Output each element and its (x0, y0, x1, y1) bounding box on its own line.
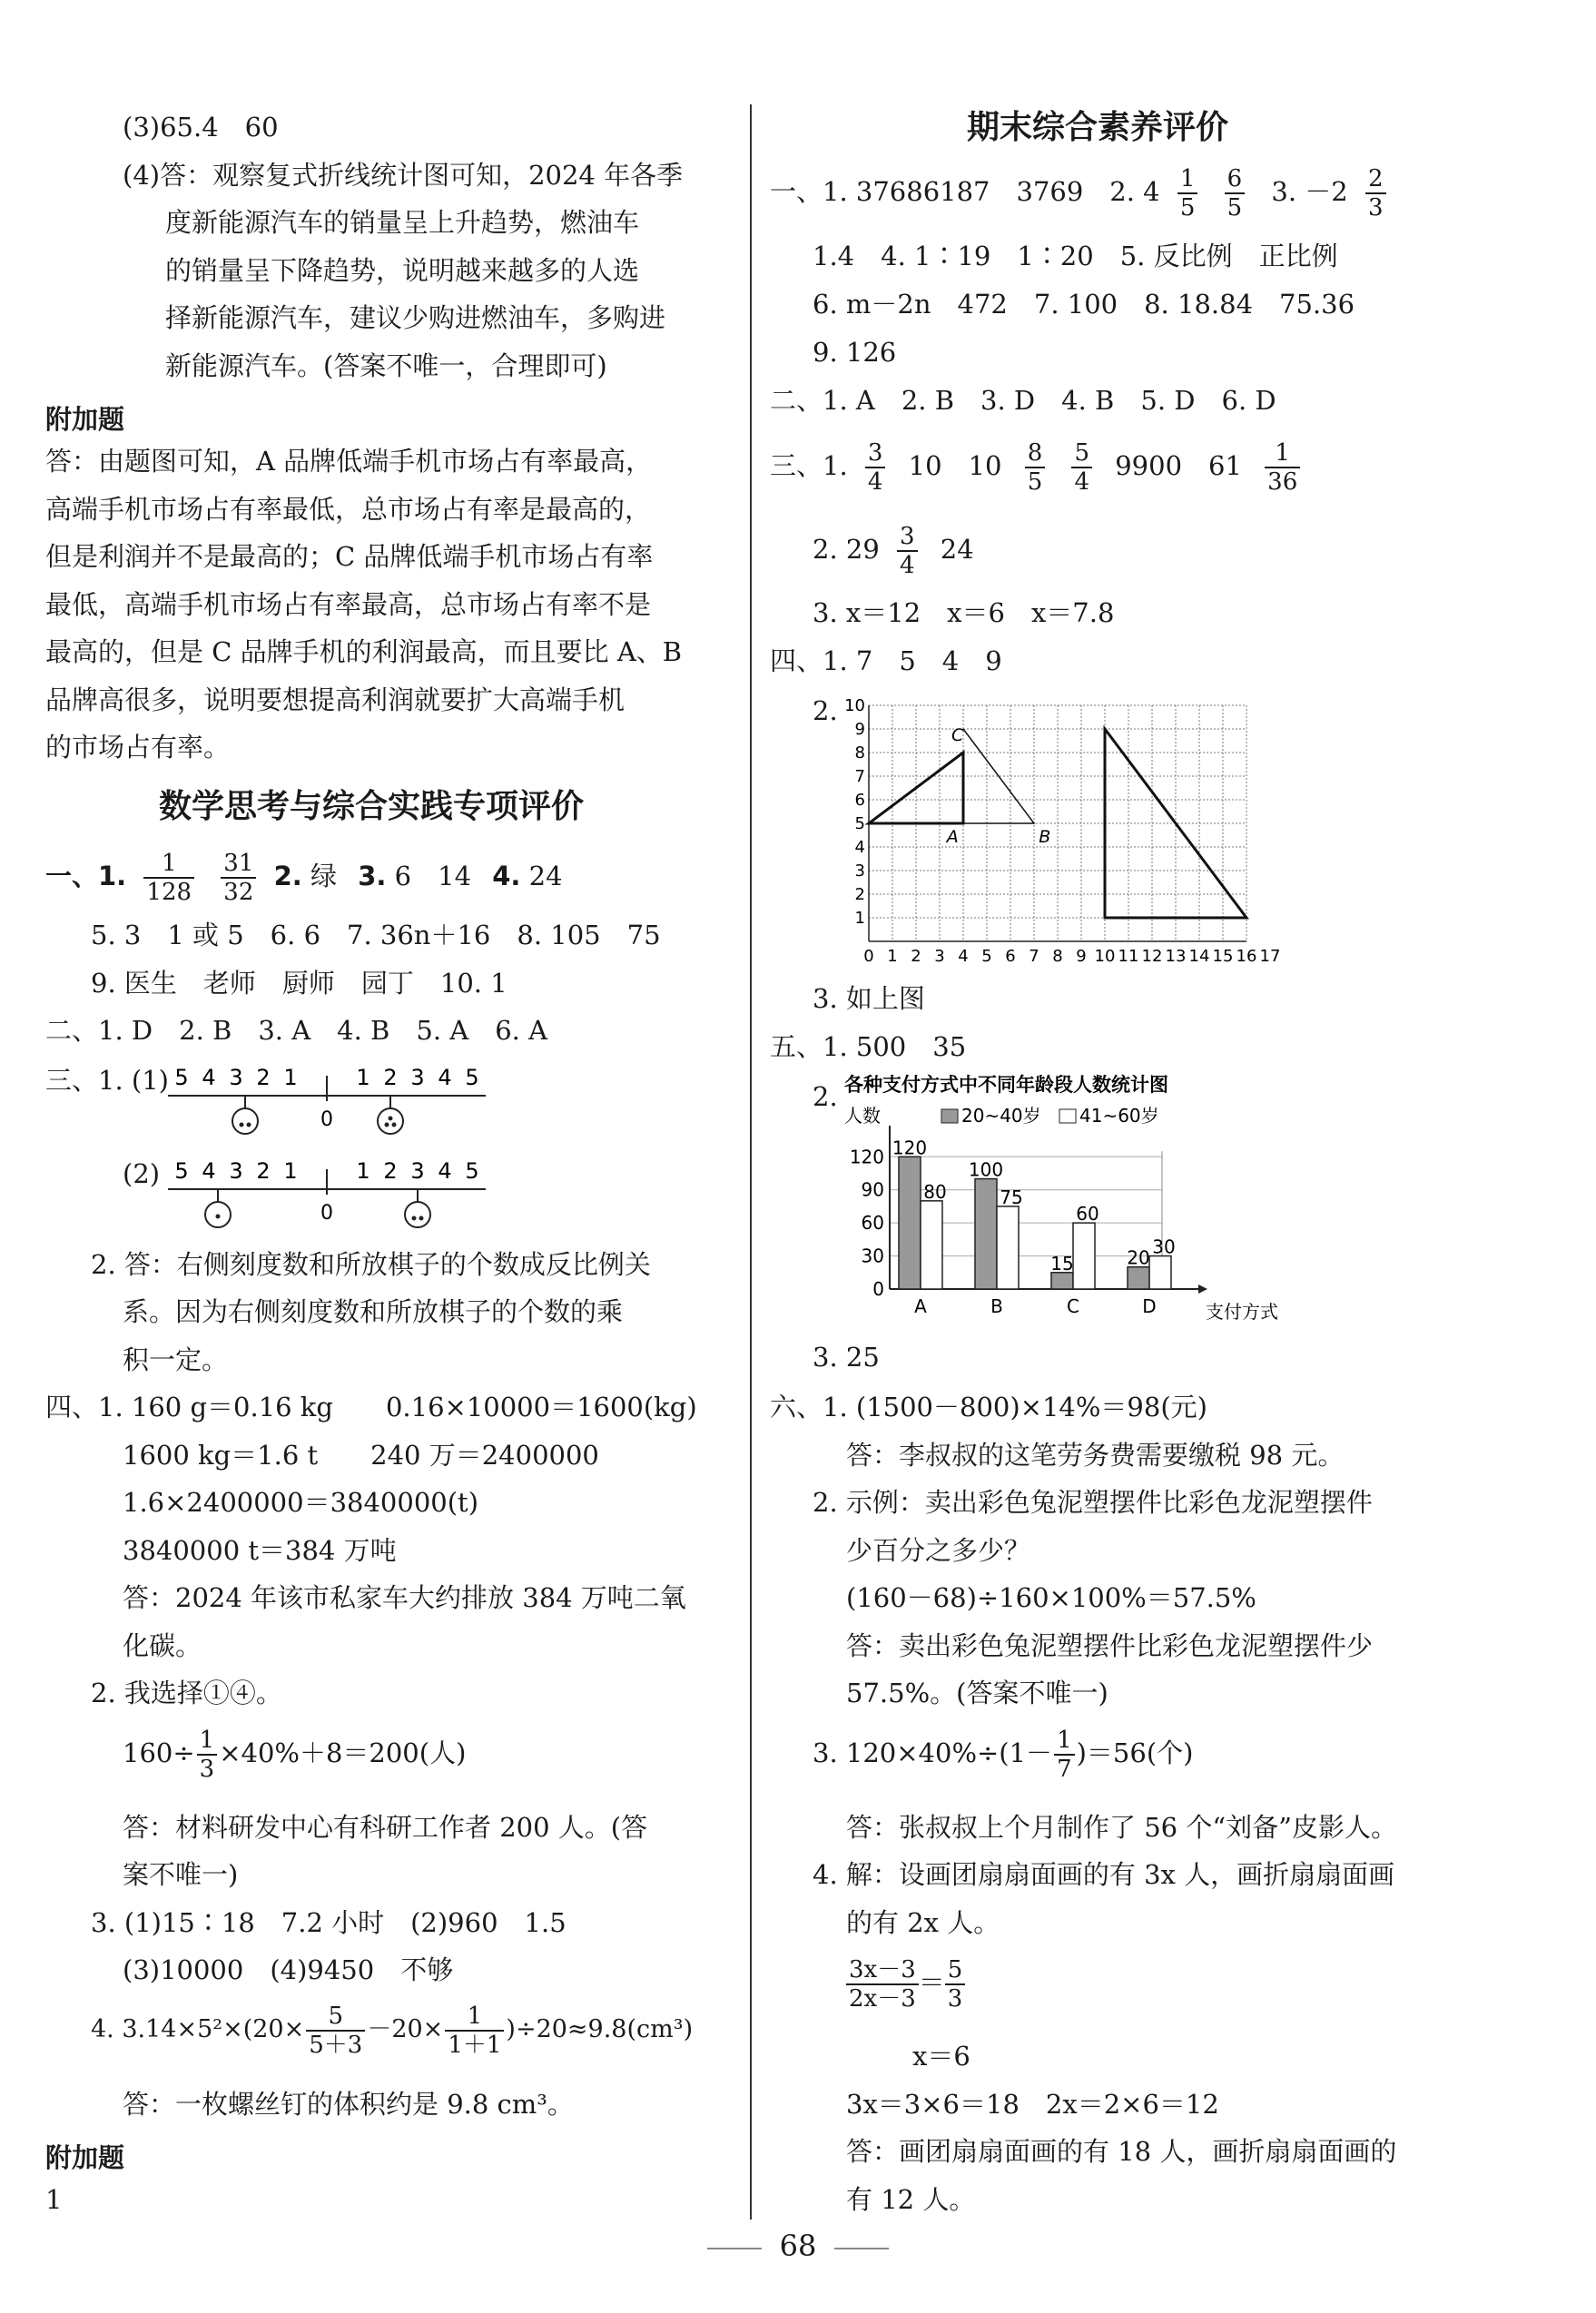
svg-text:1: 1 (356, 1065, 370, 1090)
x-tick-label: 4 (958, 947, 969, 966)
text-line: 3. 如上图 (813, 983, 925, 1014)
fraction: $\frac{1}{7}$ (1054, 1727, 1075, 1783)
bar-20-40 (899, 1156, 921, 1289)
point-label-b: B (1039, 826, 1051, 847)
question-number: 2. (273, 861, 302, 891)
y-tick-label: 9 (854, 720, 865, 739)
text-line: 答：材料研发中心有科研工作者 200 人。(答 (123, 1812, 648, 1843)
fraction: $\frac{6}{5}$ (1225, 165, 1246, 221)
svg-text:3: 3 (229, 1065, 243, 1090)
x-tick-label: 11 (1118, 947, 1139, 966)
legend-label: 20~40岁 (961, 1105, 1041, 1127)
svg-text:3: 3 (410, 1158, 425, 1184)
text-line: 四、1. 160 g＝0.16 kg 0.16×10000＝1600(kg) (45, 1392, 697, 1422)
text-line: 9. 医生 老师 厨师 园丁 10. 1 (91, 968, 507, 999)
text-line: 3. (1)15∶18 7.2 小时 (2)960 1.5 (91, 1907, 566, 1938)
point-label-a: A (946, 826, 959, 847)
svg-text:2: 2 (256, 1158, 271, 1184)
section-title: 期末综合素养评价 (967, 109, 1229, 146)
fraction: $\frac{3x-3}{2x-3}$ (846, 1956, 919, 2013)
bar-41-60 (921, 1201, 942, 1289)
text-line: 品牌高很多，说明要想提高利润就要扩大高端手机 (45, 684, 626, 715)
text-line: 6. m－2n 472 7. 100 8. 18.84 75.36 (813, 289, 1355, 320)
text-line: 度新能源汽车的销量呈上升趋势，燃油车 (165, 207, 640, 238)
y-tick-label: 3 (854, 861, 865, 881)
x-tick-label: 0 (863, 947, 874, 966)
answer-text: 绿 (310, 861, 338, 891)
formula-line: 4. 3.14×5²×(20× $\frac{5}{5+3}$ －20× $\frac{1}{1+1}$ )÷20≈9.8(cm³) (91, 2002, 694, 2059)
text-line: 3. x＝12 x＝6 x＝7.8 (813, 597, 1115, 628)
svg-text:3: 3 (410, 1065, 425, 1090)
y-tick-label: 2 (854, 885, 865, 904)
fraction: $\frac{1}{128}$ (143, 850, 194, 906)
text-line: 的市场占有率。 (45, 732, 231, 763)
text-line: 答：一枚螺丝钉的体积约是 9.8 cm³。 (123, 2089, 574, 2120)
text-line: 1600 kg＝1.6 t 240 万＝2400000 (123, 1440, 599, 1471)
text-line: 少百分之多少？ (846, 1535, 1031, 1566)
question-number: 4. (492, 861, 521, 891)
text-line: 四、1. 7 5 4 9 (770, 645, 1002, 676)
y-tick-label: 120 (849, 1146, 884, 1168)
fraction: $\frac{5}{3}$ (945, 1956, 966, 2013)
x-tick-label: 15 (1212, 947, 1234, 966)
svg-text:5: 5 (174, 1065, 189, 1090)
x-tick-label: 13 (1165, 947, 1187, 966)
question-number: 一、1. (45, 861, 127, 891)
y-tick-label: 1 (854, 909, 865, 928)
section-title: 数学思考与综合实践专项评价 (159, 788, 585, 825)
svg-text:3: 3 (229, 1158, 243, 1184)
fraction: $\frac{31}{32}$ (221, 850, 256, 906)
text-line: (3)10000 (4)9450 不够 (123, 1954, 454, 1985)
text-line: 答：李叔叔的这笔劳务费需要缴税 98 元。 (846, 1440, 1345, 1471)
bar-20-40 (975, 1179, 997, 1289)
text-line: 三、1. (1) (45, 1065, 169, 1096)
x-tick-label: 17 (1259, 947, 1281, 966)
fraction: $\frac{3}{4}$ (865, 439, 886, 496)
weight-icon (378, 1096, 403, 1134)
answer-text: 6 14 (394, 861, 472, 891)
text-line: 57.5%。(答案不唯一) (846, 1678, 1108, 1708)
text-line: (3)65.4 60 (123, 112, 279, 143)
text-line: 有 12 人。 (846, 2184, 976, 2215)
y-axis-label: 人数 (844, 1105, 881, 1127)
text-line: 高端手机市场占有率最低，总市场占有率是最高的， (45, 494, 652, 525)
y-tick-label: 6 (854, 791, 865, 810)
x-tick-label: D (1142, 1295, 1157, 1317)
x-tick-label: 9 (1076, 947, 1087, 966)
svg-text:4: 4 (202, 1065, 216, 1090)
text-line: 化碳。 (123, 1630, 202, 1661)
y-tick-label: 8 (854, 743, 865, 763)
fraction: $\frac{1}{3}$ (197, 1727, 218, 1783)
weight-icon (205, 1189, 231, 1227)
text-line: 5. 3 1 或 5 6. 6 7. 36n＋16 8. 105 75 (91, 920, 661, 950)
balance-scale-2 (163, 1151, 490, 1233)
svg-text:5: 5 (465, 1065, 479, 1090)
coordinate-grid (844, 694, 1303, 976)
text-line: 案不唯一) (123, 1859, 239, 1890)
x-axis-arrow (1198, 1284, 1207, 1294)
text-line: 但是利润并不是最高的；C 品牌低端手机市场占有率 (45, 541, 654, 572)
svg-text:2: 2 (256, 1065, 271, 1090)
answer-line: 三、1. $\frac{3}{4}$ 10 10 $\frac{8}{5}$ $\frac{5}{4}$ 9900 61 $\frac{1}{36}$ (770, 436, 1309, 496)
legend-swatch-1 (941, 1109, 958, 1123)
x-tick-label: 6 (1005, 947, 1016, 966)
text-line: 最低，高端手机市场占有率最高，总市场占有率不是 (45, 589, 652, 620)
y-tick-label: 10 (844, 696, 865, 715)
y-tick-label: 30 (861, 1245, 884, 1267)
text-line: 2. 我选择①④。 (91, 1678, 282, 1708)
data-label: 120 (892, 1137, 928, 1159)
text-line: 2. (813, 1081, 838, 1112)
legend-label: 41~60岁 (1079, 1105, 1159, 1127)
fraction: $\frac{3}{4}$ (897, 523, 918, 579)
svg-text:1: 1 (283, 1065, 298, 1090)
x-axis-label: 支付方式 (1206, 1301, 1278, 1323)
scale-zero: 0 (320, 1202, 333, 1225)
x-tick-label: 7 (1029, 947, 1039, 966)
data-label: 75 (1000, 1186, 1023, 1208)
question-number: 3. (358, 861, 387, 891)
text-line: (2) (123, 1158, 161, 1189)
x-tick-label: C (1067, 1295, 1079, 1317)
text-line: 3x＝3×6＝18 2x＝2×6＝12 (846, 2089, 1219, 2120)
text-line: 2. (813, 695, 838, 726)
answer-line: 一、1. 37686187 3769 2. 4 $\frac{1}{5}$ $\frac{6}{5}$ 3. －2 $\frac{2}{3}$ (770, 162, 1395, 221)
fraction: $\frac{1}{36}$ (1265, 439, 1300, 496)
triangle-rotated (963, 729, 1034, 823)
text-line: 二、1. A 2. B 3. D 4. B 5. D 6. D (770, 385, 1276, 416)
fraction: $\frac{1}{5}$ (1177, 165, 1198, 221)
x-tick-label: 3 (934, 947, 945, 966)
text-line: 3840000 t＝384 万吨 (123, 1535, 397, 1566)
x-tick-label: 2 (911, 947, 921, 966)
formula-line: 160÷ $\frac{1}{3}$ ×40%＋8＝200(人) (123, 1727, 467, 1783)
y-tick-label: 60 (861, 1212, 884, 1235)
data-label: 30 (1152, 1235, 1176, 1258)
y-tick-label: 0 (872, 1278, 884, 1300)
data-label: 80 (923, 1180, 947, 1203)
data-label: 15 (1050, 1252, 1074, 1275)
fraction: $\frac{8}{5}$ (1025, 439, 1046, 496)
text-line: 的有 2x 人。 (846, 1907, 1000, 1938)
text-line: 最高的，但是 C 品牌手机的利润最高，而且要比 A、B (45, 636, 683, 667)
section-heading: 附加题 (45, 404, 125, 435)
bar-20-40 (1128, 1267, 1149, 1289)
text-line: 二、1. D 2. B 3. A 4. B 5. A 6. A (45, 1015, 548, 1046)
svg-text:2: 2 (383, 1158, 398, 1184)
text-line: 答：画团扇扇面画的有 18 人，画折扇扇面画的 (846, 2136, 1397, 2167)
text-line: 答：卖出彩色兔泥塑摆件比彩色龙泥塑摆件少 (846, 1630, 1374, 1661)
weight-icon (405, 1189, 430, 1227)
y-tick-label: 7 (854, 767, 865, 786)
formula-line: $\frac{3x-3}{2x-3}$ ＝ $\frac{5}{3}$ (846, 1954, 965, 2011)
text-line: (4)答：观察复式折线统计图可知，2024 年各季 (123, 160, 684, 191)
y-tick-label: 5 (854, 814, 865, 833)
text-line: 1.6×2400000＝3840000(t) (123, 1487, 479, 1518)
bar-41-60 (1149, 1256, 1171, 1289)
text-line: 择新能源汽车，建议少购进燃油车，多购进 (165, 302, 666, 333)
weight-icon (232, 1096, 258, 1134)
fraction: $\frac{5}{4}$ (1071, 439, 1092, 496)
answer-line: 2. 29 $\frac{3}{4}$ 24 (813, 523, 974, 579)
svg-text:5: 5 (465, 1158, 479, 1184)
bar-41-60 (1073, 1223, 1095, 1289)
x-tick-label: 10 (1094, 947, 1116, 966)
text-line: 的销量呈下降趋势，说明越来越多的人选 (165, 255, 640, 286)
fraction: $\frac{2}{3}$ (1365, 165, 1386, 221)
text-line: 9. 126 (813, 337, 897, 368)
x-tick-label: 1 (887, 947, 898, 966)
fraction: $\frac{5}{5+3}$ (306, 2003, 365, 2059)
text-line: x＝6 (912, 2041, 970, 2072)
data-label: 60 (1076, 1203, 1099, 1225)
text-line: 积一定。 (123, 1344, 229, 1375)
y-tick-label: 90 (861, 1178, 884, 1201)
text-line: 2. 答：右侧刻度数和所放棋子的个数成反比例关 (91, 1249, 651, 1280)
text-line: 4. 解：设画团扇扇面画的有 3x 人，画折扇扇面画 (813, 1859, 1395, 1890)
bar-20-40 (1051, 1273, 1073, 1289)
svg-text:1: 1 (356, 1158, 370, 1184)
text-line: (160－68)÷160×100%＝57.5% (846, 1582, 1256, 1613)
answer-line (45, 849, 563, 906)
data-label: 20 (1127, 1246, 1150, 1269)
svg-text:2: 2 (383, 1065, 398, 1090)
text-line: 2. 示例：卖出彩色兔泥塑摆件比彩色龙泥塑摆件 (813, 1487, 1373, 1518)
text-line: 1 (45, 2184, 63, 2215)
point-label-c: C (951, 725, 964, 745)
section-heading: 附加题 (45, 2142, 125, 2173)
text-line: 3. 25 (813, 1342, 880, 1373)
chart-title: 各种支付方式中不同年龄段人数统计图 (844, 1074, 1168, 1096)
x-tick-label: 12 (1141, 947, 1163, 966)
text-line: 系。因为右侧刻度数和所放棋子的个数的乘 (123, 1296, 624, 1327)
x-tick-label: 14 (1188, 947, 1210, 966)
fraction: $\frac{1}{1+1}$ (445, 2003, 504, 2059)
scale-zero: 0 (320, 1108, 333, 1131)
formula-line: 3. 120×40%÷(1－ $\frac{1}{7}$ )＝56(个) (813, 1727, 1194, 1783)
bar-chart (840, 1071, 1348, 1334)
balance-scale-1 (163, 1058, 490, 1139)
svg-text:4: 4 (438, 1065, 452, 1090)
text-line: 答：张叔叔上个月制作了 56 个“刘备”皮影人。 (846, 1812, 1397, 1843)
x-tick-label: 8 (1052, 947, 1063, 966)
svg-text:1: 1 (283, 1158, 298, 1184)
text-line: 六、1. (1500－800)×14%＝98(元) (770, 1392, 1207, 1422)
legend-swatch-2 (1059, 1109, 1076, 1123)
x-tick-label: A (914, 1295, 927, 1317)
y-tick-label: 4 (854, 838, 865, 857)
text-line: 答：2024 年该市私家车大约排放 384 万吨二氧 (123, 1582, 686, 1613)
bar-41-60 (997, 1206, 1019, 1289)
text-line: 新能源汽车。(答案不唯一，合理即可) (165, 350, 607, 381)
x-tick-label: 16 (1236, 947, 1257, 966)
svg-text:4: 4 (438, 1158, 452, 1184)
triangle-small (869, 753, 963, 823)
x-tick-label: B (990, 1295, 1003, 1317)
answer-text: 24 (528, 861, 563, 891)
text-line: 1.4 4. 1∶19 1∶20 5. 反比例 正比例 (813, 241, 1338, 271)
text-line: 答：由题图可知，A 品牌低端手机市场占有率最高， (45, 446, 653, 477)
svg-text:5: 5 (174, 1158, 189, 1184)
page-number: 68 (0, 2229, 1596, 2263)
column-divider (750, 104, 752, 2219)
data-label: 100 (968, 1158, 1004, 1181)
svg-text:4: 4 (202, 1158, 216, 1184)
text-line: 五、1. 500 35 (770, 1031, 967, 1062)
x-tick-label: 5 (981, 947, 992, 966)
